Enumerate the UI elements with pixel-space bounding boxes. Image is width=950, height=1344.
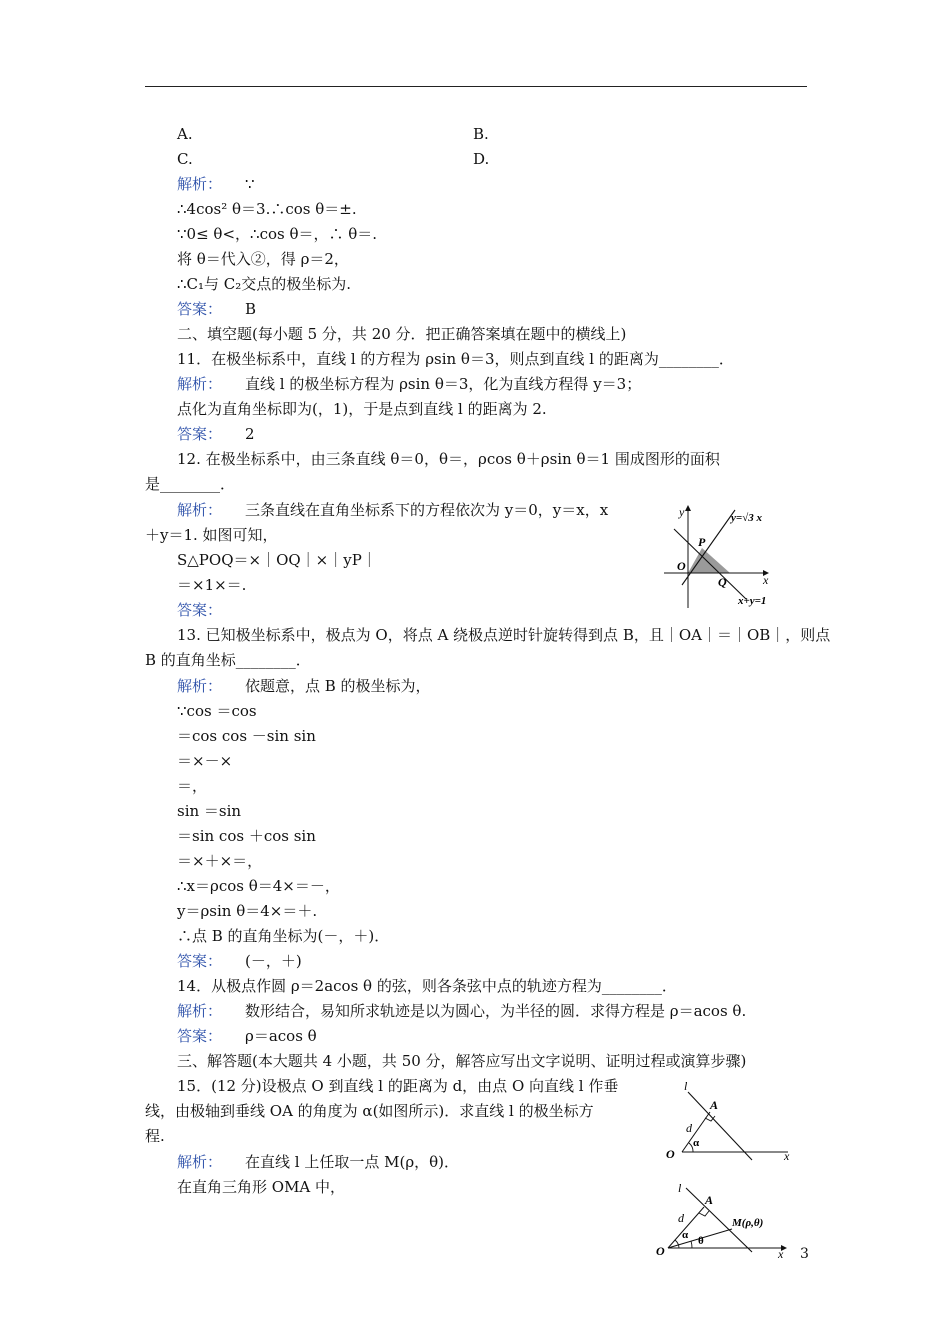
text-line: 数形结合，易知所求轨迹是以为圆心，为半径的圆．求得方程是 ρ＝acos θ. xyxy=(245,1002,747,1020)
fig1-p-label: P xyxy=(698,535,706,549)
text-line: ＋y＝1. 如图可知， xyxy=(145,526,278,544)
text-line: 点化为直角坐标即为(，1)，于是点到直线 l 的距离为 2. xyxy=(177,400,547,418)
figure-triangle-poq xyxy=(660,500,790,610)
text-line: B. xyxy=(473,125,489,143)
text-line: y＝ρsin θ＝4×＝＋. xyxy=(177,902,318,920)
fig2-x-label: x xyxy=(784,1149,790,1163)
answer-label: 答案： xyxy=(177,425,223,443)
text-line: 2 xyxy=(245,425,255,443)
figure-perpendicular xyxy=(660,1080,800,1165)
text-line: ∵ xyxy=(245,175,255,193)
text-line: 直线 l 的极坐标方程为 ρsin θ＝3，化为直线方程得 y＝3； xyxy=(245,375,642,393)
text-line: ρ＝acos θ xyxy=(245,1027,317,1045)
text-line: ∵0≤ θ<，∴cos θ＝，∴ θ＝. xyxy=(177,225,378,243)
analysis-label: 解析： xyxy=(177,375,223,393)
answer-label: 答案： xyxy=(177,300,223,318)
answer-label: 答案： xyxy=(177,601,223,619)
text-line: A. xyxy=(177,125,193,143)
figure-point-m xyxy=(652,1180,792,1260)
analysis-label: 解析： xyxy=(177,1002,223,1020)
text-line: 14．从极点作圆 ρ＝2acos θ 的弦，则各条弦中点的轨迹方程为________． xyxy=(177,977,677,995)
answer-label: 答案： xyxy=(177,1027,223,1045)
text-line: 在直角三角形 OMA 中， xyxy=(177,1178,346,1196)
text-line: ＝cos cos －sin sin xyxy=(177,727,316,745)
text-line: ∴点 B 的直角坐标为(－，＋)． xyxy=(177,927,390,945)
fig3-theta-label: θ xyxy=(698,1235,704,1247)
text-line: D. xyxy=(473,150,490,168)
analysis-label: 解析： xyxy=(177,175,223,193)
fig1-y-label: y xyxy=(679,505,685,519)
shaded-triangle xyxy=(688,548,730,573)
fig2-a-label: A xyxy=(710,1098,719,1112)
fig2-o-label: O xyxy=(666,1147,675,1161)
text-line: 是________． xyxy=(145,475,236,493)
text-line: 15．(12 分)设极点 O 到直线 l 的距离为 d，由点 O 向直线 l 作垂 xyxy=(177,1077,619,1095)
header-rule xyxy=(145,86,807,87)
answer-label: 答案： xyxy=(177,952,223,970)
text-line: C. xyxy=(177,150,193,168)
analysis-label: 解析： xyxy=(177,677,223,695)
fig3-l-label: l xyxy=(678,1181,682,1195)
analysis-label: 解析： xyxy=(177,501,223,519)
text-line: B 的直角坐标________． xyxy=(145,651,311,669)
page-number: 3 xyxy=(800,1246,809,1262)
fig3-x-label: x xyxy=(778,1247,784,1260)
text-line: ∴4cos² θ＝3.∴cos θ＝±. xyxy=(177,200,357,218)
fig3-m-label: M(ρ,θ) xyxy=(732,1217,764,1229)
text-line: ＝sin cos ＋cos sin xyxy=(177,827,316,845)
fig3-d-label: d xyxy=(678,1211,684,1225)
text-line: ∴x＝ρcos θ＝4×＝－， xyxy=(177,877,340,895)
text-line: B xyxy=(245,300,257,318)
text-line: 二、填空题(每小题 5 分，共 20 分．把正确答案填在题中的横线上) xyxy=(177,325,627,343)
text-line: 程. xyxy=(145,1127,165,1145)
fig1-line2-label: x+y=1 xyxy=(738,595,767,607)
text-line: 12. 在极坐标系中，由三条直线 θ＝0，θ＝，ρcos θ＋ρsin θ＝1 围成图形的面积 xyxy=(177,450,720,468)
text-line: ＝×1×＝. xyxy=(177,576,247,594)
text-line: ∴C₁与 C₂交点的极坐标为. xyxy=(177,275,352,293)
fig1-x-label: x xyxy=(763,573,769,587)
fig3-o-label: O xyxy=(656,1244,665,1258)
text-line: 依题意，点 B 的极坐标为， xyxy=(245,677,431,695)
text-line: S△POQ＝×｜OQ｜×｜yP｜ xyxy=(177,551,377,569)
fig2-d-label: d xyxy=(686,1121,692,1135)
fig3-alpha-label: α xyxy=(682,1229,689,1241)
text-line: 13. 已知极坐标系中，极点为 O，将点 A 绕极点逆时针旋转得到点 B，且｜OA｜＝｜OB｜，则点 xyxy=(177,626,831,644)
text-line: 将 θ＝代入②，得 ρ＝2， xyxy=(177,250,349,268)
text-line: ＝×－× xyxy=(177,752,233,770)
text-line: 11．在极坐标系中，直线 l 的方程为 ρsin θ＝3，则点到直线 l 的距离为________． xyxy=(177,350,734,368)
text-line: ∵cos ＝cos xyxy=(177,702,257,720)
text-line: (－，＋) xyxy=(245,952,302,970)
fig1-q-label: Q xyxy=(718,575,727,589)
text-line: sin ＝sin xyxy=(177,802,242,820)
fig1-o-label: O xyxy=(677,559,686,573)
text-line: 线，由极轴到垂线 OA 的角度为 α(如图所示)．求直线 l 的极坐标方 xyxy=(145,1102,594,1120)
text-line: 三条直线在直角坐标系下的方程依次为 y＝0，y＝x，x xyxy=(245,501,609,519)
fig2-alpha-label: α xyxy=(693,1137,700,1149)
fig2-l-label: l xyxy=(684,1080,688,1093)
fig3-a-label: A xyxy=(705,1193,714,1207)
text-line: ＝×＋×＝， xyxy=(177,852,263,870)
fig1-line-label: y=√3 x xyxy=(731,512,762,524)
text-line: ＝， xyxy=(177,777,208,795)
text-line: 三、解答题(本大题共 4 小题，共 50 分，解答应写出文字说明、证明过程或演算步骤) xyxy=(177,1052,747,1070)
text-line: 在直线 l 上任取一点 M(ρ，θ)． xyxy=(245,1153,460,1171)
analysis-label: 解析： xyxy=(177,1153,223,1171)
